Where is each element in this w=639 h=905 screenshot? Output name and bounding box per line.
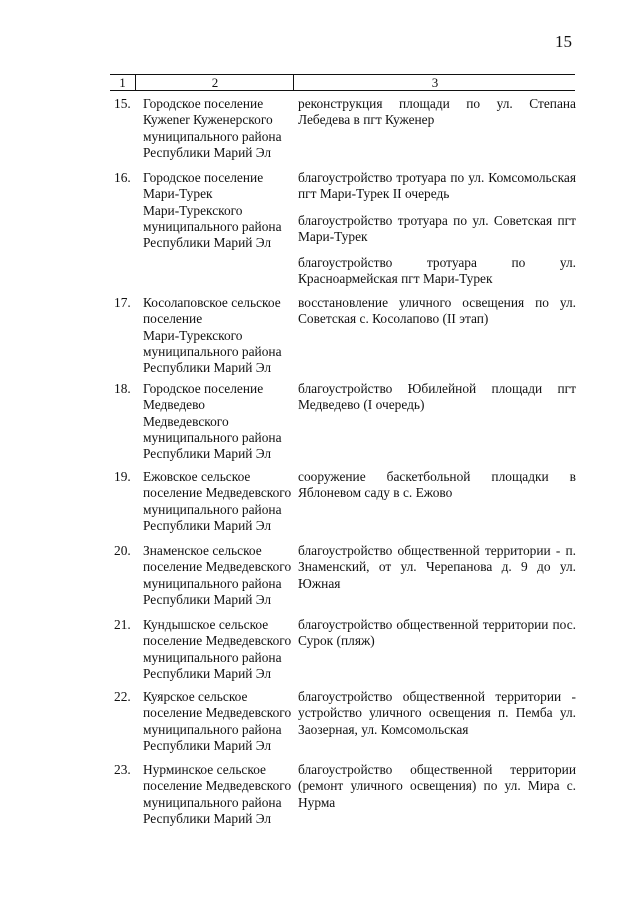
- works-list: [298, 469, 576, 512]
- settlement-name-line: поселение Медведевского: [143, 485, 292, 501]
- settlement-name-line: Республики Марий Эл: [143, 737, 272, 753]
- column-header-works: 3: [293, 75, 576, 90]
- settlement-name-line: Мари-Турекского: [143, 202, 243, 218]
- settlement-name-line: Республики Марий Эл: [143, 360, 272, 376]
- settlement-name-line: Республики Марий Эл: [143, 665, 272, 681]
- works-list: [298, 762, 576, 821]
- settlement-name-line: Косолаповское сельское: [143, 295, 281, 310]
- settlement-name: [143, 170, 293, 251]
- work-item: благоустройство Юбилейной площади пгт Медведево (I очередь): [298, 381, 576, 413]
- settlement-name-line: Городское поселение: [143, 170, 264, 185]
- works-list: [298, 543, 576, 602]
- settlement-name-line: Республики Марий Эл: [143, 517, 272, 533]
- settlement-name: [143, 543, 293, 608]
- works-list: [298, 295, 576, 338]
- work-item: благоустройство общественной территории - устройство уличного освещения п. Пемба ул. Заозерная, ул. Комсомольская: [298, 689, 576, 737]
- settlement-name-line: муниципального района: [143, 649, 282, 665]
- settlement-name-line: поселение Медведевского: [143, 633, 292, 649]
- settlement-name-line: муниципального района: [143, 721, 282, 737]
- settlement-name-line: поселение: [143, 311, 203, 327]
- row-number: 19.: [114, 469, 131, 484]
- settlement-name: [143, 762, 293, 827]
- column-header-number: 1: [119, 75, 126, 90]
- row-number: 22.: [114, 689, 131, 704]
- settlement-name: [143, 96, 293, 161]
- work-item: благоустройство тротуара по ул. Красноармейская пгт Мари-Турек: [298, 255, 576, 287]
- settlement-name-line: Республики Марий Эл: [143, 810, 272, 826]
- settlement-name: [143, 617, 293, 682]
- works-list: [298, 689, 576, 748]
- settlement-name-line: поселение Медведевского: [143, 559, 292, 575]
- settlement-name-line: Нурминское сельское: [143, 762, 266, 777]
- settlement-name-line: Куярское сельское: [143, 689, 248, 704]
- row-number: 17.: [114, 295, 131, 310]
- row-number: 20.: [114, 543, 131, 558]
- work-item: благоустройство общественной территории пос. Сурок (пляж): [298, 617, 576, 649]
- settlement-name-line: Республики Марий Эл: [143, 235, 272, 251]
- work-item: благоустройство тротуара по ул. Комсомольская пгт Мари-Турек II очередь: [298, 170, 576, 202]
- settlement-name: [143, 295, 293, 376]
- settlement-name: [143, 381, 293, 462]
- settlement-name-line: Кужener Куженерского: [143, 112, 273, 128]
- settlement-name-line: Ежовское сельское: [143, 469, 251, 484]
- row-number: 23.: [114, 762, 131, 777]
- page-number: 15: [555, 32, 572, 51]
- table-header: [110, 74, 575, 91]
- settlement-name: [143, 469, 293, 534]
- settlement-name-line: муниципального района: [143, 794, 282, 810]
- settlement-name-line: муниципального района: [143, 128, 282, 144]
- settlement-name-line: Республики Марий Эл: [143, 591, 272, 607]
- settlement-name: [143, 689, 293, 754]
- settlement-name-line: Кундышское сельское: [143, 617, 269, 632]
- settlement-name-line: Городское поселение: [143, 381, 264, 396]
- work-item: сооружение баскетбольной площадки в Яблоневом саду в с. Ежово: [298, 469, 576, 501]
- row-number: 16.: [114, 170, 131, 185]
- work-item: благоустройство общественной территории (ремонт уличного освещения) по ул. Мира с. Нурма: [298, 762, 576, 810]
- settlement-name-line: Мари-Турек: [143, 186, 213, 202]
- work-item: благоустройство общественной территории - п. Знаменский, от ул. Черепанова д. 9 до ул. Южная: [298, 543, 576, 591]
- settlement-name-line: Медведево: [143, 397, 206, 413]
- work-item: благоустройство тротуара по ул. Советская пгт Мари-Турек: [298, 212, 576, 244]
- settlement-name-line: поселение Медведевского: [143, 778, 292, 794]
- settlement-name-line: муниципального района: [143, 218, 282, 234]
- work-item: восстановление уличного освещения по ул. Советская с. Косолапово (II этап): [298, 295, 576, 327]
- works-list: [298, 170, 576, 298]
- settlement-name-line: Медведевского: [143, 413, 229, 429]
- settlement-name-line: муниципального района: [143, 501, 282, 517]
- settlement-name-line: муниципального района: [143, 575, 282, 591]
- settlement-name-line: поселение Медведевского: [143, 705, 292, 721]
- settlement-name-line: Республики Марий Эл: [143, 446, 272, 462]
- settlement-name-line: Республики Марий Эл: [143, 144, 272, 160]
- works-list: [298, 381, 576, 424]
- row-number: 21.: [114, 617, 131, 632]
- row-number: 15.: [114, 96, 131, 111]
- row-number: 18.: [114, 381, 131, 396]
- works-list: [298, 617, 576, 660]
- settlement-name-line: муниципального района: [143, 429, 282, 445]
- column-header-settlement: 2: [135, 75, 294, 90]
- work-item: реконструкция площади по ул. Степана Лебедева в пгт Куженер: [298, 96, 576, 128]
- works-list: [298, 96, 576, 139]
- settlement-name-line: Городское поселение: [143, 96, 264, 111]
- settlement-name-line: муниципального района: [143, 343, 282, 359]
- settlement-name-line: Мари-Турекского: [143, 327, 243, 343]
- settlement-name-line: Знаменское сельское: [143, 543, 262, 558]
